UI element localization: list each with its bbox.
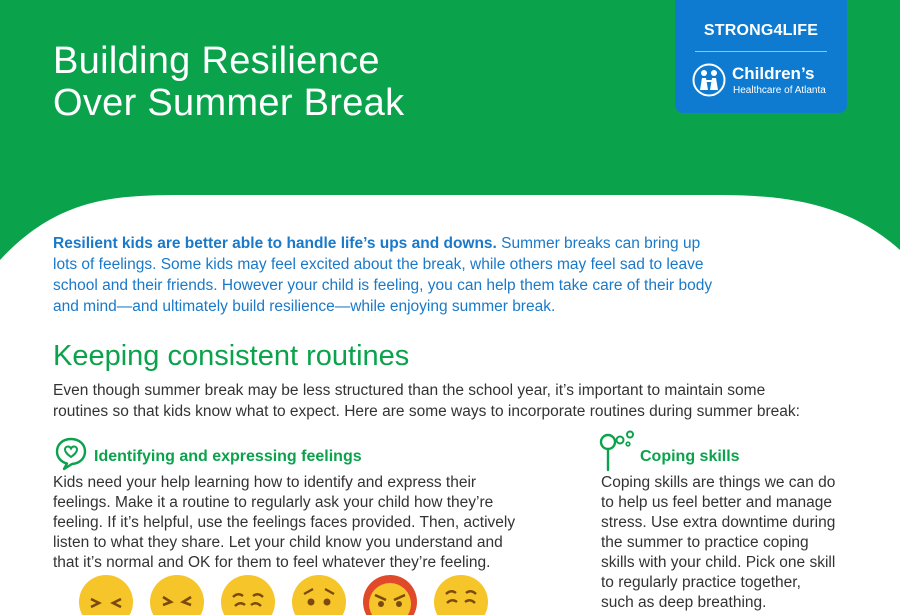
feelings-faces <box>75 575 505 615</box>
bubble-wand-icon <box>598 430 638 474</box>
face-angry-icon <box>150 575 204 615</box>
logo-badge <box>675 0 847 113</box>
intro-bold: Resilient kids are better able to handle life’s ups and downs. <box>53 235 497 252</box>
speech-bubble-heart-icon <box>55 437 87 471</box>
right-paragraph <box>601 473 835 613</box>
intro-line-1-rest: Summer breaks can bring up <box>496 235 701 252</box>
intro-line-1 <box>53 233 853 254</box>
face-worried-icon <box>292 575 346 615</box>
right-line-4: the summer to practice coping <box>601 534 809 551</box>
childrens-logo-icon <box>692 63 726 97</box>
left-line-1: Kids need your help learning how to identify and express their <box>53 474 477 491</box>
right-line-5: skills with your child. Pick one skill <box>601 554 836 571</box>
brand-childrens: Children’s <box>732 64 815 83</box>
left-paragraph <box>53 473 515 573</box>
face-sad-icon <box>221 575 275 615</box>
section-line-2: routines so that kids know what to expect. Here are some ways to incorporate routines during summer break: <box>53 403 800 420</box>
brand-healthcare: Healthcare of Atlanta <box>733 85 826 96</box>
title-line-2: Over Summer Break <box>53 82 405 124</box>
brand-strong4life: STRONG4LIFE <box>703 22 819 39</box>
section-line-1: Even though summer break may be less structured than the school year, it’s important to maintain some <box>53 382 766 399</box>
right-line-3: stress. Use extra downtime during <box>601 514 836 531</box>
right-heading: Coping skills <box>640 448 740 465</box>
intro-paragraph <box>53 233 853 317</box>
face-tired-icon <box>434 575 488 615</box>
page-title <box>53 40 404 124</box>
left-line-4: listen to what they share. Let your child know you understand and <box>53 534 503 551</box>
section-heading: Keeping consistent routines <box>53 340 410 372</box>
right-line-1: Coping skills are things we can do <box>601 474 836 491</box>
intro-line-2: lots of feelings. Some kids may feel excited about the break, while others may feel sad to leave <box>53 256 704 273</box>
left-heading: Identifying and expressing feelings <box>94 448 362 465</box>
left-line-5: that it’s normal and OK for them to feel whatever they’re feeling. <box>53 554 491 571</box>
left-line-3: feeling. If it’s helpful, use the feelings faces provided. Then, actively <box>53 514 516 531</box>
right-line-2: to help us feel better and manage <box>601 494 832 511</box>
right-line-7: such as deep breathing. <box>601 594 767 611</box>
brand-divider <box>695 51 827 52</box>
section-intro <box>53 380 800 422</box>
right-line-6: to regularly practice together, <box>601 574 801 591</box>
intro-line-3: school and their friends. However your child is feeling, you can help them take care of their body <box>53 277 713 294</box>
face-frustrated-icon <box>79 575 133 615</box>
intro-line-4: and mind—and ultimately build resilience—while enjoying summer break. <box>53 298 556 315</box>
title-line-1: Building Resilience <box>53 40 380 82</box>
face-mad-icon <box>363 575 417 615</box>
left-line-2: feelings. Make it a routine to regularly ask your child how they’re <box>53 494 494 511</box>
